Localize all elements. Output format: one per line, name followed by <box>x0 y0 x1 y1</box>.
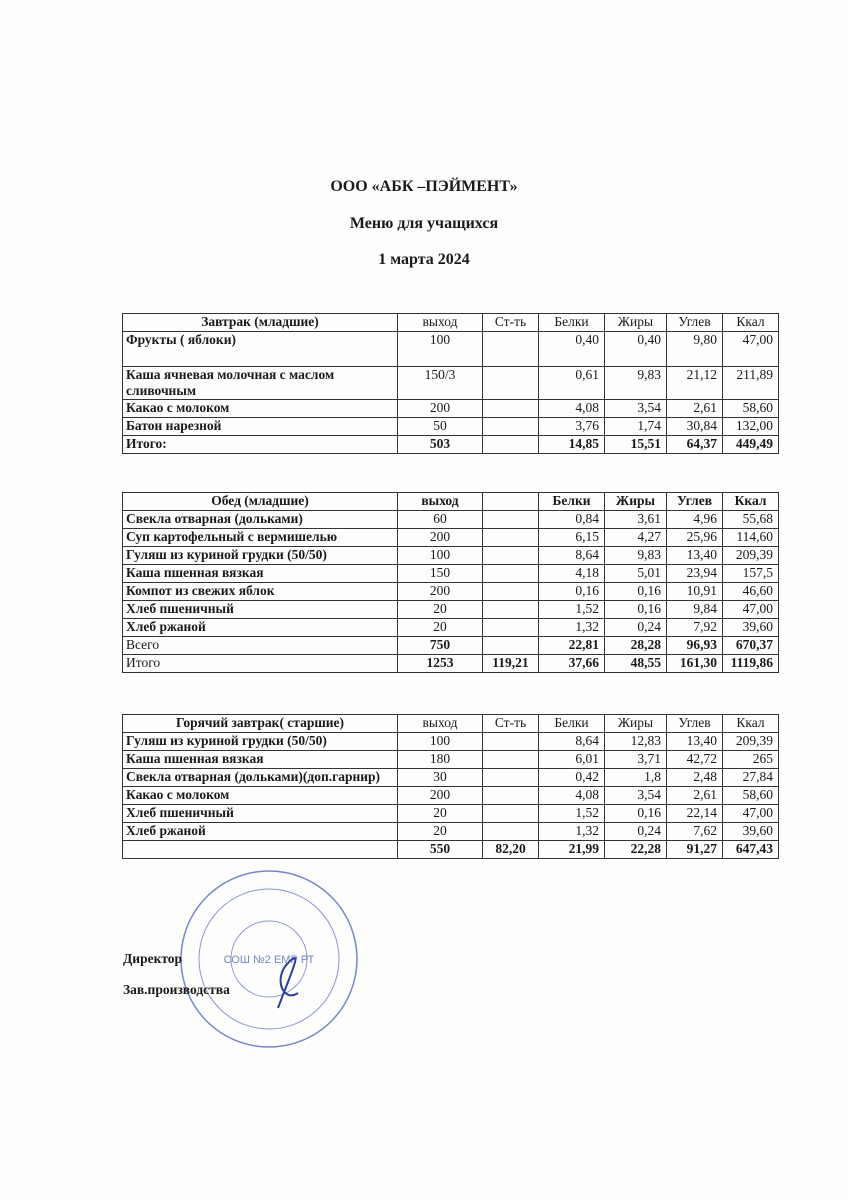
cell-value <box>483 583 539 601</box>
cell-value: 39,60 <box>723 823 779 841</box>
column-header: выход <box>398 314 483 332</box>
cell-value: 9,83 <box>605 367 667 400</box>
table-row <box>123 805 779 823</box>
cell-value: 3,54 <box>605 787 667 805</box>
column-header: Обед (младшие) <box>123 493 398 511</box>
cell-value <box>483 400 539 418</box>
total-row <box>123 841 779 859</box>
dish-name: Гуляш из куриной грудки (50/50) <box>123 733 398 751</box>
dish-name: Каша пшенная вязкая <box>123 565 398 583</box>
cell-value: 20 <box>398 601 483 619</box>
column-header: Углев <box>667 314 723 332</box>
cell-value: 7,62 <box>667 823 723 841</box>
cell-value: 4,27 <box>605 529 667 547</box>
table-row <box>123 733 779 751</box>
cell-value: 8,64 <box>539 547 605 565</box>
lunch-junior-table <box>122 492 779 673</box>
cell-value: 750 <box>398 637 483 655</box>
cell-value: 449,49 <box>723 436 779 454</box>
cell-value: 10,91 <box>667 583 723 601</box>
stamp-text: СОШ №2 ЕМР РТ <box>223 954 315 966</box>
column-header: Белки <box>539 314 605 332</box>
cell-value <box>483 637 539 655</box>
cell-value: 200 <box>398 787 483 805</box>
table-row <box>123 619 779 637</box>
dish-name: Фрукты ( яблоки) <box>123 332 398 367</box>
cell-value <box>483 418 539 436</box>
dish-name: Каша пшенная вязкая <box>123 751 398 769</box>
total-row <box>123 436 779 454</box>
cell-value: 12,83 <box>605 733 667 751</box>
cell-value: 37,66 <box>539 655 605 673</box>
cell-value: 2,48 <box>667 769 723 787</box>
cell-value: 1,52 <box>539 601 605 619</box>
cell-value: 39,60 <box>723 619 779 637</box>
document-title: Меню для учащихся <box>349 215 499 232</box>
cell-value: 55,68 <box>723 511 779 529</box>
cell-value: 3,54 <box>605 400 667 418</box>
dish-name: Всего <box>123 637 398 655</box>
cell-value: 2,61 <box>667 787 723 805</box>
official-stamp <box>178 868 360 1050</box>
cell-value: 30 <box>398 769 483 787</box>
dish-name: Компот из свежих яблок <box>123 583 398 601</box>
table-header-row <box>123 493 779 511</box>
table-row <box>123 565 779 583</box>
dish-name: Хлеб пшеничный <box>123 601 398 619</box>
table-row <box>123 511 779 529</box>
cell-value <box>483 733 539 751</box>
table-row <box>123 751 779 769</box>
cell-value: 58,60 <box>723 787 779 805</box>
cell-value: 13,40 <box>667 547 723 565</box>
cell-value: 100 <box>398 733 483 751</box>
cell-value: 14,85 <box>539 436 605 454</box>
table-row <box>123 367 779 400</box>
table-row <box>123 601 779 619</box>
cell-value: 157,5 <box>723 565 779 583</box>
dish-name: Хлеб ржаной <box>123 823 398 841</box>
cell-value: 180 <box>398 751 483 769</box>
cell-value: 150/3 <box>398 367 483 400</box>
cell-value <box>483 787 539 805</box>
cell-value: 2,61 <box>667 400 723 418</box>
cell-value: 6,15 <box>539 529 605 547</box>
cell-value: 48,55 <box>605 655 667 673</box>
cell-value: 0,16 <box>605 601 667 619</box>
cell-value: 7,92 <box>667 619 723 637</box>
cell-value: 0,16 <box>605 805 667 823</box>
cell-value: 28,28 <box>605 637 667 655</box>
column-header: выход <box>398 493 483 511</box>
table-row <box>123 332 779 367</box>
cell-value: 20 <box>398 619 483 637</box>
column-header: Жиры <box>605 715 667 733</box>
dish-name: Батон нарезной <box>123 418 398 436</box>
cell-value <box>483 601 539 619</box>
cell-value: 3,61 <box>605 511 667 529</box>
cell-value: 8,64 <box>539 733 605 751</box>
cell-value: 132,00 <box>723 418 779 436</box>
cell-value: 30,84 <box>667 418 723 436</box>
cell-value: 0,40 <box>605 332 667 367</box>
cell-value: 4,96 <box>667 511 723 529</box>
cell-value: 1,74 <box>605 418 667 436</box>
cell-value: 9,84 <box>667 601 723 619</box>
column-header: Жиры <box>605 314 667 332</box>
cell-value: 50 <box>398 418 483 436</box>
cell-value: 96,93 <box>667 637 723 655</box>
cell-value: 60 <box>398 511 483 529</box>
dish-name: Свекла отварная (дольками)(доп.гарнир) <box>123 769 398 787</box>
column-header: Белки <box>539 715 605 733</box>
cell-value: 3,71 <box>605 751 667 769</box>
cell-value: 22,81 <box>539 637 605 655</box>
cell-value: 1,32 <box>539 619 605 637</box>
cell-value: 0,24 <box>605 619 667 637</box>
dish-name: Хлеб ржаной <box>123 619 398 637</box>
cell-value <box>483 511 539 529</box>
cell-value <box>483 547 539 565</box>
column-header: выход <box>398 715 483 733</box>
cell-value: 100 <box>398 332 483 367</box>
cell-value: 46,60 <box>723 583 779 601</box>
column-header: Ккал <box>723 715 779 733</box>
cell-value: 0,61 <box>539 367 605 400</box>
column-header: Ст-ть <box>483 715 539 733</box>
breakfast-junior-table <box>122 313 779 454</box>
cell-value: 1,52 <box>539 805 605 823</box>
director-label: Директор <box>123 951 183 966</box>
cell-value: 4,08 <box>539 400 605 418</box>
document-date: 1 марта 2024 <box>378 251 470 268</box>
cell-value: 0,24 <box>605 823 667 841</box>
table-header-row <box>123 314 779 332</box>
table-row <box>123 418 779 436</box>
column-header: Ккал <box>723 493 779 511</box>
column-header: Белки <box>539 493 605 511</box>
cell-value: 647,43 <box>723 841 779 859</box>
dish-name: Суп картофельный с вермишелью <box>123 529 398 547</box>
column-header: Завтрак (младшие) <box>123 314 398 332</box>
cell-value: 0,16 <box>605 583 667 601</box>
cell-value <box>483 805 539 823</box>
column-header: Горячий завтрак( старшие) <box>123 715 398 733</box>
cell-value: 9,80 <box>667 332 723 367</box>
column-header <box>483 493 539 511</box>
cell-value: 1119,86 <box>723 655 779 673</box>
dish-name: Гуляш из куриной грудки (50/50) <box>123 547 398 565</box>
dish-name: Каша ячневая молочная с маслом сливочным <box>123 367 398 400</box>
cell-value <box>483 565 539 583</box>
cell-value: 119,21 <box>483 655 539 673</box>
cell-value: 21,12 <box>667 367 723 400</box>
cell-value: 209,39 <box>723 733 779 751</box>
cell-value: 670,37 <box>723 637 779 655</box>
cell-value: 47,00 <box>723 601 779 619</box>
cell-value: 47,00 <box>723 332 779 367</box>
cell-value: 211,89 <box>723 367 779 400</box>
dish-name: Какао с молоком <box>123 787 398 805</box>
cell-value: 15,51 <box>605 436 667 454</box>
cell-value: 9,83 <box>605 547 667 565</box>
cell-value <box>483 751 539 769</box>
column-header: Жиры <box>605 493 667 511</box>
cell-value: 1,8 <box>605 769 667 787</box>
cell-value: 3,76 <box>539 418 605 436</box>
cell-value: 23,94 <box>667 565 723 583</box>
total-row <box>123 655 779 673</box>
cell-value: 100 <box>398 547 483 565</box>
table-header-row <box>123 715 779 733</box>
cell-value: 209,39 <box>723 547 779 565</box>
cell-value: 20 <box>398 823 483 841</box>
column-header: Ккал <box>723 314 779 332</box>
cell-value <box>483 619 539 637</box>
dish-name: Итого: <box>123 436 398 454</box>
cell-value: 6,01 <box>539 751 605 769</box>
cell-value: 200 <box>398 400 483 418</box>
dish-name: Какао с молоком <box>123 400 398 418</box>
cell-value: 1253 <box>398 655 483 673</box>
cell-value: 265 <box>723 751 779 769</box>
dish-name: Итого <box>123 655 398 673</box>
cell-value: 22,28 <box>605 841 667 859</box>
cell-value: 161,30 <box>667 655 723 673</box>
cell-value: 4,18 <box>539 565 605 583</box>
cell-value <box>483 367 539 400</box>
cell-value: 0,84 <box>539 511 605 529</box>
cell-value: 27,84 <box>723 769 779 787</box>
cell-value: 5,01 <box>605 565 667 583</box>
cell-value: 42,72 <box>667 751 723 769</box>
cell-value: 82,20 <box>483 841 539 859</box>
cell-value: 0,40 <box>539 332 605 367</box>
column-header: Углев <box>667 715 723 733</box>
cell-value: 20 <box>398 805 483 823</box>
cell-value: 550 <box>398 841 483 859</box>
cell-value: 4,08 <box>539 787 605 805</box>
cell-value: 47,00 <box>723 805 779 823</box>
cell-value: 114,60 <box>723 529 779 547</box>
cell-value <box>483 332 539 367</box>
cell-value: 91,27 <box>667 841 723 859</box>
dish-name <box>123 841 398 859</box>
company-name: ООО «АБК –ПЭЙМЕНТ» <box>330 178 518 195</box>
table-row <box>123 769 779 787</box>
cell-value: 22,14 <box>667 805 723 823</box>
cell-value <box>483 436 539 454</box>
cell-value <box>483 769 539 787</box>
cell-value: 58,60 <box>723 400 779 418</box>
cell-value: 64,37 <box>667 436 723 454</box>
cell-value <box>483 529 539 547</box>
cell-value: 0,42 <box>539 769 605 787</box>
table-row <box>123 823 779 841</box>
table-row <box>123 529 779 547</box>
production-head-label: Зав.производства <box>123 982 230 997</box>
cell-value: 13,40 <box>667 733 723 751</box>
column-header: Ст-ть <box>483 314 539 332</box>
dish-name: Свекла отварная (дольками) <box>123 511 398 529</box>
cell-value: 503 <box>398 436 483 454</box>
table-row <box>123 787 779 805</box>
cell-value: 200 <box>398 529 483 547</box>
cell-value: 25,96 <box>667 529 723 547</box>
table-row <box>123 400 779 418</box>
cell-value: 200 <box>398 583 483 601</box>
table-row <box>123 583 779 601</box>
cell-value: 1,32 <box>539 823 605 841</box>
hot-breakfast-senior-table <box>122 714 779 859</box>
cell-value <box>483 823 539 841</box>
dish-name: Хлеб пшеничный <box>123 805 398 823</box>
cell-value: 150 <box>398 565 483 583</box>
column-header: Углев <box>667 493 723 511</box>
cell-value: 21,99 <box>539 841 605 859</box>
total-row <box>123 637 779 655</box>
cell-value: 0,16 <box>539 583 605 601</box>
table-row <box>123 547 779 565</box>
